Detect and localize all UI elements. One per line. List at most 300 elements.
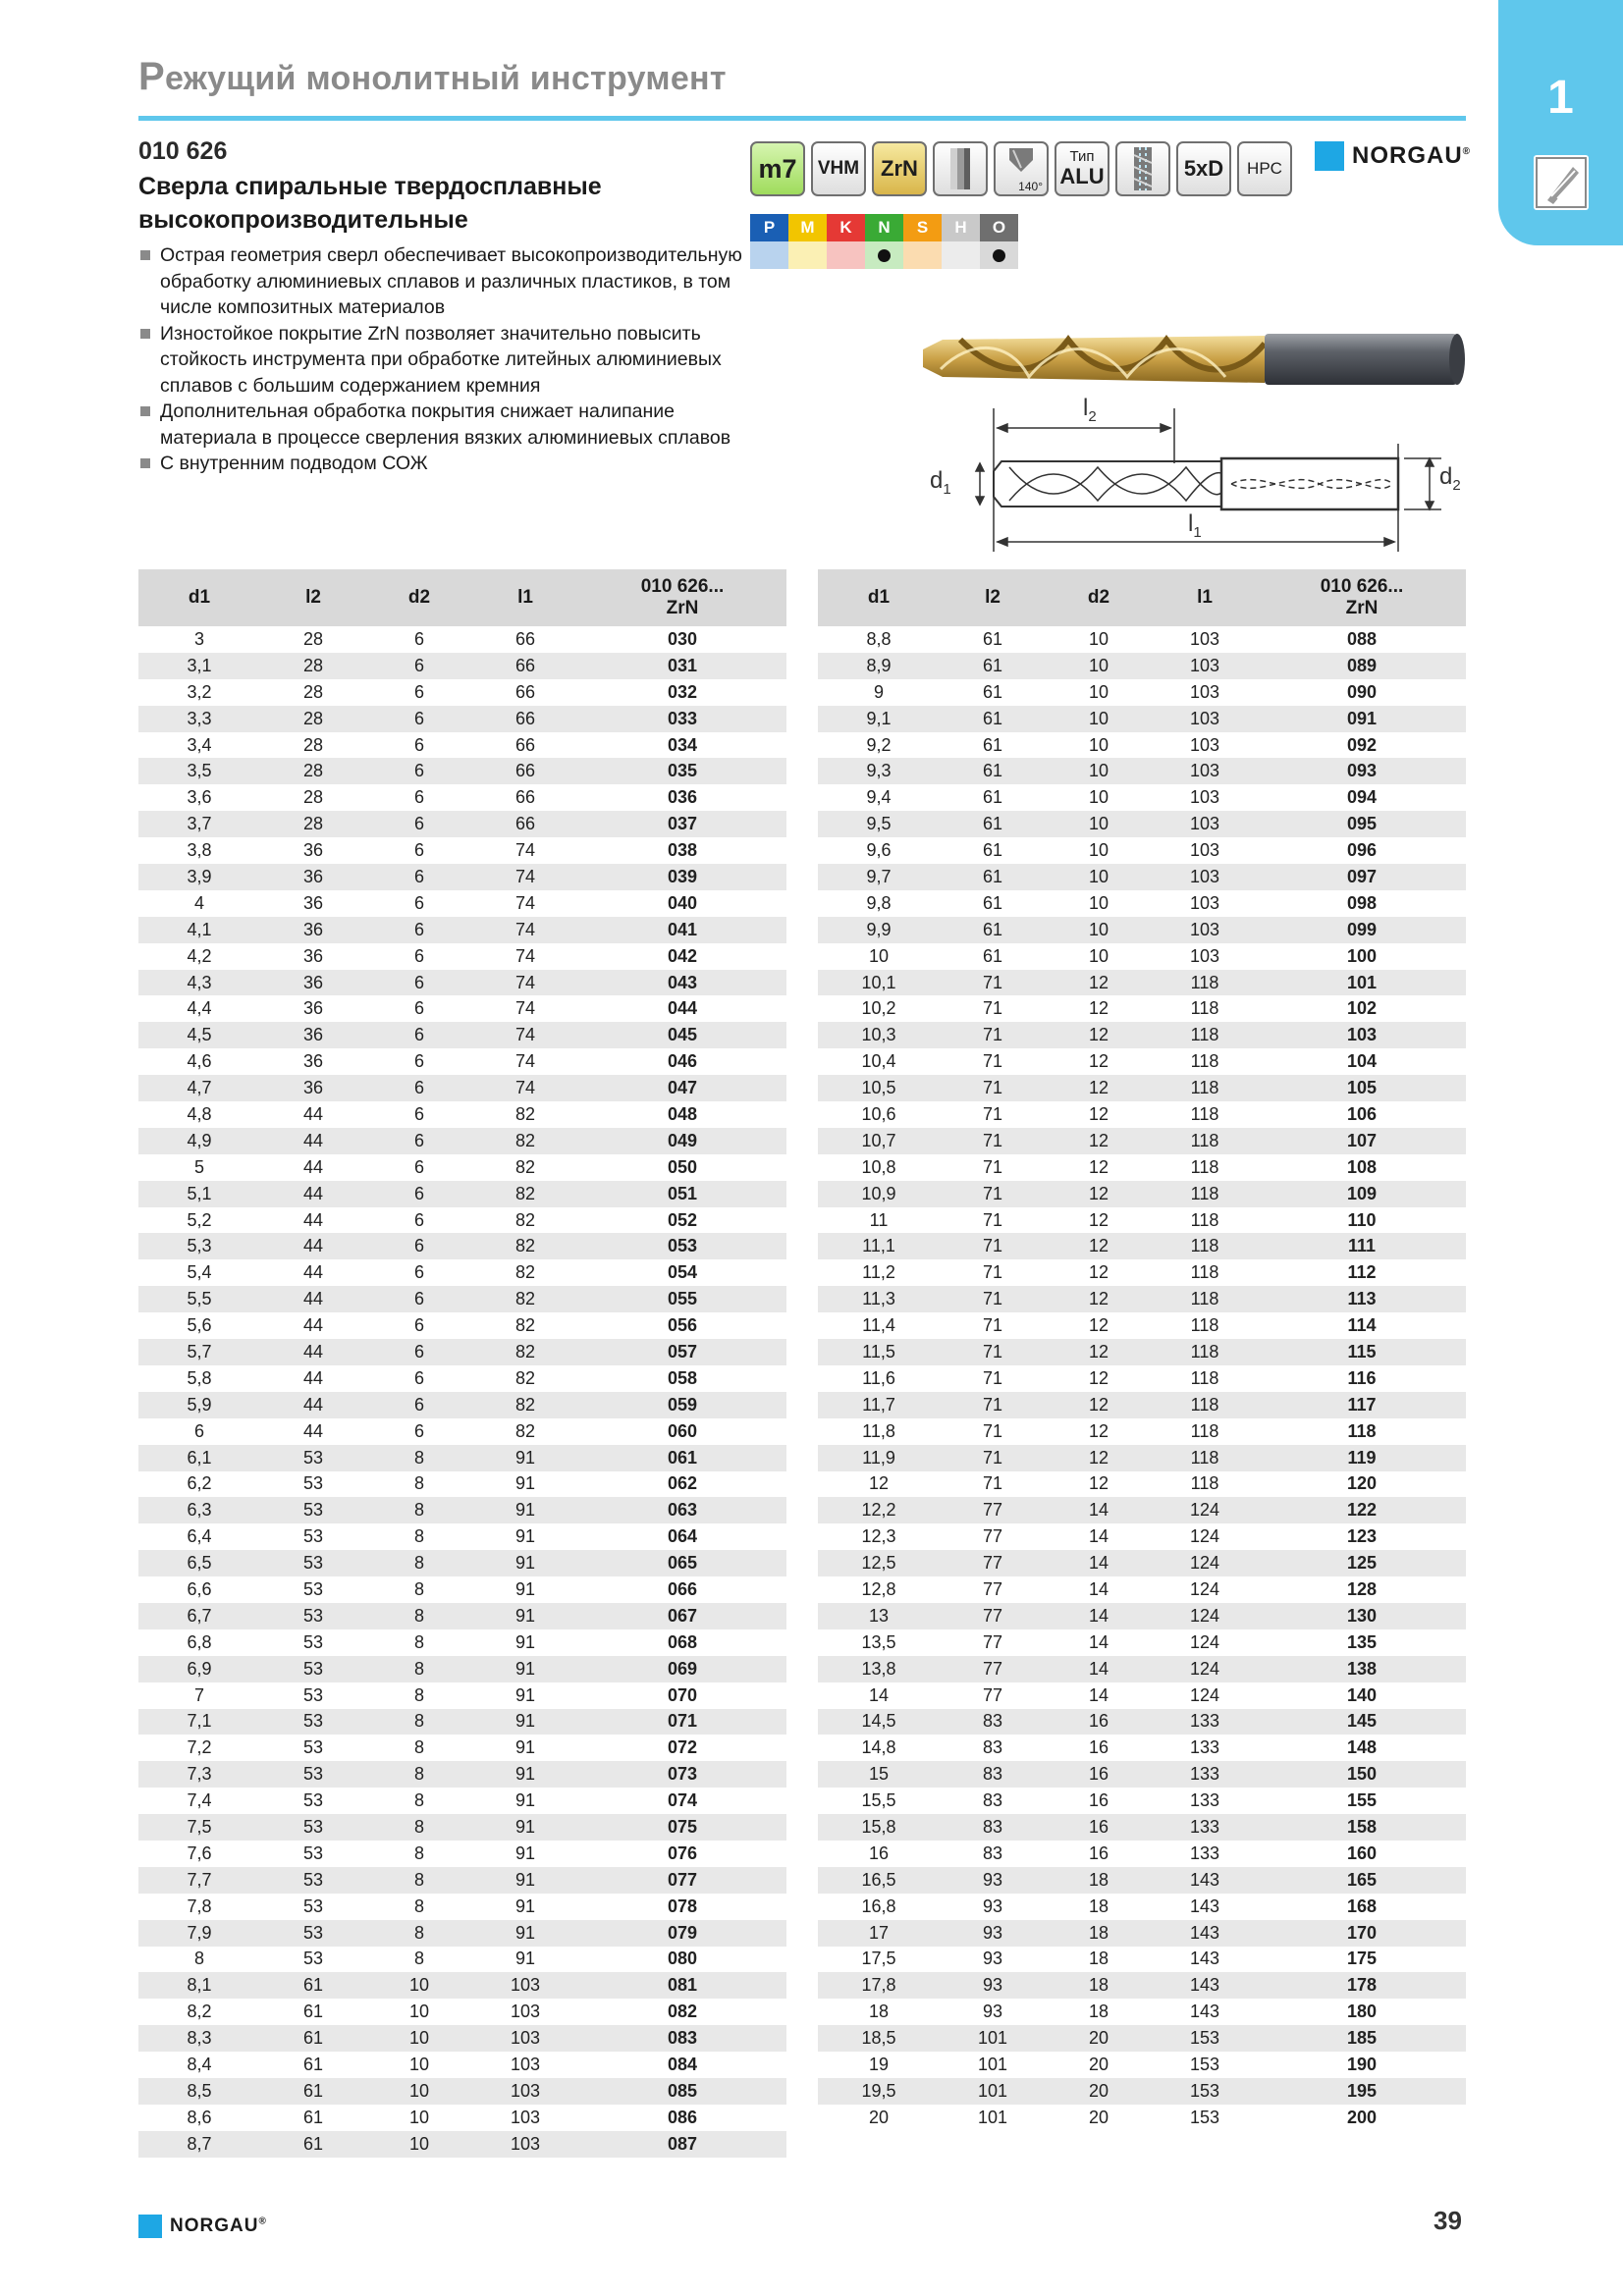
cell-order-code: 076 — [667, 1842, 698, 1863]
cell-d2: 8 — [413, 1949, 424, 1969]
cell-d1: 12 — [868, 1473, 890, 1494]
cell-d2: 16 — [1088, 1842, 1109, 1863]
header-d1: d1 — [138, 569, 260, 626]
cell-d2: 6 — [366, 864, 472, 890]
table-row — [818, 653, 1466, 679]
cell-order-code: 082 — [667, 2002, 698, 2022]
cell-d2: 14 — [1046, 1656, 1152, 1682]
cell-d1: 8,4 — [187, 2055, 212, 2075]
cell-order-code: 072 — [667, 1737, 698, 1758]
table-row — [138, 970, 786, 996]
header-d1: d1 — [818, 569, 940, 626]
cell-l2: 44 — [302, 1420, 324, 1441]
cell-l2: 71 — [940, 970, 1046, 996]
cell-d1: 16,8 — [861, 1896, 896, 1916]
cell-l1: 74 — [472, 1075, 578, 1101]
table-row — [138, 1048, 786, 1075]
cell-order-code: 185 — [1258, 2025, 1466, 2052]
dimension-d2-label — [1439, 463, 1461, 494]
table-row — [818, 1656, 1466, 1682]
table-row — [818, 2052, 1466, 2078]
cell-d1: 6,5 — [138, 1550, 260, 1576]
cell-l1: 91 — [472, 1445, 578, 1471]
cell-l1: 91 — [514, 1631, 536, 1652]
cell-l1: 82 — [472, 1233, 578, 1259]
cell-d2: 10 — [408, 2002, 430, 2022]
table-row — [818, 1999, 1466, 2025]
coating-zrn-icon: ZrN — [872, 141, 927, 196]
table-row — [818, 1048, 1466, 1075]
cell-d2: 8 — [366, 1920, 472, 1947]
cell-order-code: 180 — [1346, 2002, 1378, 2022]
table-row — [818, 943, 1466, 970]
cell-d2: 10 — [366, 2078, 472, 2105]
table-row — [138, 1445, 786, 1471]
cell-d1: 3,5 — [138, 758, 260, 784]
cell-d1: 18,5 — [818, 2025, 940, 2052]
table-row — [138, 837, 786, 864]
cell-l1: 133 — [1152, 1709, 1258, 1735]
cell-l1: 118 — [1190, 1315, 1219, 1336]
cell-l1: 153 — [1152, 2025, 1258, 2052]
cell-d2: 6 — [413, 1156, 424, 1177]
table-row — [818, 1101, 1466, 1128]
cell-d1: 17 — [818, 1920, 940, 1947]
table-row — [818, 1445, 1466, 1471]
table-row — [138, 1894, 786, 1920]
cell-order-code: 148 — [1346, 1737, 1378, 1758]
cell-d2: 6 — [366, 758, 472, 784]
cell-l1: 118 — [1190, 1262, 1219, 1283]
cell-order-code: 175 — [1346, 1949, 1378, 1969]
solid-carbide-vhm-icon: VHM — [811, 141, 866, 196]
cell-d2: 12 — [1088, 1367, 1109, 1388]
cell-order-code: 085 — [578, 2078, 786, 2105]
table-row — [138, 1523, 786, 1550]
cell-l1: 118 — [1152, 1128, 1258, 1154]
cell-l1: 103 — [510, 2107, 541, 2127]
cell-order-code: 066 — [667, 1579, 698, 1599]
cell-order-code: 081 — [578, 1972, 786, 1999]
cell-d1: 8,3 — [138, 2025, 260, 2052]
header-order-code-line-1: 010 626... — [640, 576, 725, 597]
cell-d2: 18 — [1046, 1867, 1152, 1894]
table-row — [818, 1972, 1466, 1999]
cell-d2: 8 — [413, 1579, 424, 1599]
cell-l2: 53 — [260, 1709, 366, 1735]
cell-order-code: 100 — [1346, 945, 1378, 966]
cell-d2: 8 — [366, 1656, 472, 1682]
cell-l2: 53 — [302, 1737, 324, 1758]
table-row — [138, 1312, 786, 1339]
cell-d2: 12 — [1046, 1445, 1152, 1471]
cell-d2: 12 — [1046, 1392, 1152, 1418]
cell-order-code: 033 — [578, 706, 786, 732]
table-row — [818, 1603, 1466, 1629]
cell-order-code: 140 — [1346, 1684, 1378, 1705]
cell-l2: 53 — [260, 1656, 366, 1682]
cell-order-code: 045 — [578, 1022, 786, 1048]
material-suitability-o — [980, 241, 1018, 269]
cell-d2: 16 — [1088, 1790, 1109, 1811]
cell-d2: 6 — [413, 1262, 424, 1283]
cell-d2: 6 — [366, 1075, 472, 1101]
material-suitability-p — [750, 241, 788, 269]
cell-d2: 12 — [1088, 1209, 1109, 1230]
cell-l1: 103 — [1152, 811, 1258, 837]
cell-order-code: 160 — [1346, 1842, 1378, 1863]
product-title-line-1: Сверла спиральные твердосплавные — [138, 173, 602, 200]
chapter-tab[interactable] — [1498, 0, 1623, 245]
cell-l1: 124 — [1189, 1579, 1220, 1599]
cell-l1: 66 — [472, 811, 578, 837]
cell-l1: 118 — [1190, 1103, 1219, 1124]
cell-d1: 11 — [869, 1209, 889, 1230]
cell-l1: 118 — [1190, 1420, 1219, 1441]
cell-order-code: 102 — [1346, 998, 1378, 1019]
table-row — [818, 1841, 1466, 1867]
cell-l1: 118 — [1152, 1392, 1258, 1418]
cell-l2: 61 — [260, 2025, 366, 2052]
cell-l1: 74 — [472, 917, 578, 943]
cell-d1: 9,5 — [818, 811, 940, 837]
table-row — [138, 917, 786, 943]
cell-d2: 6 — [366, 1233, 472, 1259]
cell-d2: 16 — [1088, 1737, 1109, 1758]
table-header-row — [818, 569, 1466, 626]
table-row — [138, 1128, 786, 1154]
cell-l2: 71 — [982, 1156, 1003, 1177]
cell-l1: 103 — [472, 2078, 578, 2105]
cell-order-code: 158 — [1258, 1814, 1466, 1841]
cell-d1: 17,5 — [861, 1949, 896, 1969]
table-row — [138, 1550, 786, 1576]
cell-order-code: 060 — [667, 1420, 698, 1441]
cell-l1: 118 — [1152, 1286, 1258, 1312]
cell-l1: 82 — [514, 1315, 536, 1336]
property-icons — [750, 141, 1292, 196]
cell-order-code: 170 — [1258, 1920, 1466, 1947]
cell-d1: 4,5 — [138, 1022, 260, 1048]
cell-l1: 103 — [1152, 758, 1258, 784]
cell-l2: 93 — [982, 2002, 1003, 2022]
cell-order-code: 093 — [1258, 758, 1466, 784]
cell-d2: 20 — [1046, 2078, 1152, 2105]
cell-order-code: 058 — [667, 1367, 698, 1388]
cell-l1: 66 — [514, 628, 536, 649]
cell-l1: 103 — [1152, 706, 1258, 732]
cell-d2: 6 — [366, 811, 472, 837]
cell-order-code: 101 — [1258, 970, 1466, 996]
cell-d2: 6 — [413, 1315, 424, 1336]
cell-order-code: 128 — [1346, 1579, 1378, 1599]
cell-d1: 4,6 — [187, 1051, 212, 1072]
cell-d2: 14 — [1088, 1526, 1109, 1547]
cell-order-code: 130 — [1258, 1603, 1466, 1629]
cell-l1: 143 — [1152, 1920, 1258, 1947]
cell-order-code: 123 — [1346, 1526, 1378, 1547]
cell-order-code: 118 — [1347, 1420, 1377, 1441]
cell-d1: 8,2 — [187, 2002, 212, 2022]
cell-l2: 53 — [302, 1631, 324, 1652]
cell-l1: 74 — [514, 840, 536, 861]
cell-l2: 77 — [982, 1579, 1003, 1599]
cell-d1: 10,8 — [861, 1156, 896, 1177]
cell-order-code: 054 — [667, 1262, 698, 1283]
cell-order-code: 061 — [578, 1445, 786, 1471]
cell-l2: 77 — [940, 1497, 1046, 1523]
footer-brand-logo — [138, 2215, 267, 2238]
cell-d2: 14 — [1046, 1497, 1152, 1523]
cell-d2: 10 — [1088, 734, 1109, 755]
table-row — [138, 1814, 786, 1841]
cell-d1: 10,3 — [818, 1022, 940, 1048]
table-row — [818, 1286, 1466, 1312]
section-title-cap: Р — [138, 55, 165, 98]
cell-d2: 12 — [1046, 1286, 1152, 1312]
cell-l2: 61 — [260, 2131, 366, 2158]
table-row — [818, 1233, 1466, 1259]
cell-l1: 118 — [1190, 998, 1219, 1019]
table-row — [138, 2052, 786, 2078]
cell-d2: 6 — [366, 1339, 472, 1365]
cell-d2: 10 — [1088, 840, 1109, 861]
cell-l1: 74 — [514, 945, 536, 966]
table-row — [818, 2105, 1466, 2131]
cell-order-code: 114 — [1347, 1315, 1377, 1336]
cell-d1: 20 — [868, 2107, 890, 2127]
cell-l1: 133 — [1189, 1842, 1220, 1863]
cell-d2: 14 — [1088, 1684, 1109, 1705]
cell-order-code: 075 — [578, 1814, 786, 1841]
material-suitability-k — [827, 241, 865, 269]
cell-d2: 10 — [1088, 945, 1109, 966]
header-l2: l2 — [940, 569, 1046, 626]
material-group-m: M — [788, 214, 827, 241]
cell-l2: 61 — [940, 917, 1046, 943]
table-row — [818, 1682, 1466, 1709]
cell-l1: 103 — [1189, 787, 1220, 808]
cell-l1: 82 — [514, 1420, 536, 1441]
cell-l1: 133 — [1152, 1761, 1258, 1788]
spec-table-right — [818, 569, 1466, 2131]
cell-d1: 10,5 — [818, 1075, 940, 1101]
cell-l2: 28 — [260, 653, 366, 679]
cell-l1: 118 — [1152, 1233, 1258, 1259]
type-value: ALU — [1059, 164, 1105, 188]
cell-d1: 8,8 — [866, 628, 892, 649]
type-label: Тип — [1069, 148, 1095, 165]
cell-d2: 8 — [366, 1814, 472, 1841]
table-row — [818, 1075, 1466, 1101]
material-group-k: K — [827, 214, 865, 241]
cell-l2: 71 — [982, 1473, 1003, 1494]
cell-l1: 133 — [1189, 1737, 1220, 1758]
table-row — [818, 1894, 1466, 1920]
table-row — [138, 1603, 786, 1629]
cell-d2: 6 — [413, 1420, 424, 1441]
cell-l1: 118 — [1190, 1473, 1219, 1494]
table-row — [818, 784, 1466, 811]
cell-d1: 7,3 — [138, 1761, 260, 1788]
feature-item: Изностойкое покрытие ZrN позволяет значительно повысить стойкость инструмента при обработке литейных алюминиевых сплавов с большим содержанием кремния — [138, 321, 767, 400]
cell-l1: 124 — [1152, 1497, 1258, 1523]
cell-l1: 118 — [1152, 1339, 1258, 1365]
header-l2: l2 — [260, 569, 366, 626]
table-row — [138, 1576, 786, 1603]
cell-d1: 4,4 — [187, 998, 212, 1019]
cell-l1: 66 — [472, 758, 578, 784]
cell-order-code: 038 — [667, 840, 698, 861]
cell-order-code: 084 — [667, 2055, 698, 2075]
cell-d2: 12 — [1046, 1075, 1152, 1101]
cell-d2: 10 — [1046, 653, 1152, 679]
cell-l2: 53 — [302, 1842, 324, 1863]
table-row — [138, 1075, 786, 1101]
table-row — [138, 1972, 786, 1999]
cell-d2: 12 — [1046, 1339, 1152, 1365]
dimension-l2-sub: 2 — [1088, 407, 1097, 425]
cell-order-code: 073 — [578, 1761, 786, 1788]
suitable-dot-icon — [993, 249, 1005, 262]
cell-d1: 3,1 — [138, 653, 260, 679]
cell-l2: 61 — [940, 811, 1046, 837]
cell-l1: 91 — [514, 1790, 536, 1811]
cell-d2: 6 — [413, 628, 424, 649]
table-row — [818, 1814, 1466, 1841]
table-row — [138, 784, 786, 811]
cell-l1: 118 — [1152, 1075, 1258, 1101]
cell-l1: 74 — [514, 892, 536, 913]
cell-d1: 5,5 — [138, 1286, 260, 1312]
cell-order-code: 050 — [667, 1156, 698, 1177]
cell-d1: 4,3 — [138, 970, 260, 996]
cell-d1: 7,8 — [187, 1896, 212, 1916]
cell-d2: 6 — [366, 653, 472, 679]
cell-d1: 8 — [193, 1949, 204, 1969]
cell-d1: 13,8 — [818, 1656, 940, 1682]
cell-l2: 93 — [982, 1896, 1003, 1916]
table-row — [818, 1259, 1466, 1286]
cell-l1: 91 — [472, 1603, 578, 1629]
cell-order-code: 094 — [1346, 787, 1378, 808]
cell-order-code: 099 — [1258, 917, 1466, 943]
cell-d2: 6 — [366, 1128, 472, 1154]
table-row — [818, 1339, 1466, 1365]
cell-l2: 77 — [940, 1656, 1046, 1682]
table-row — [818, 1550, 1466, 1576]
cell-d1: 5,4 — [187, 1262, 212, 1283]
cell-d2: 6 — [366, 1181, 472, 1207]
cell-d1: 11,9 — [818, 1445, 940, 1471]
table-row — [818, 1312, 1466, 1339]
cell-d2: 8 — [413, 1684, 424, 1705]
cell-l2: 53 — [260, 1920, 366, 1947]
cell-order-code: 155 — [1346, 1790, 1378, 1811]
cell-l2: 101 — [940, 2078, 1046, 2105]
cell-l1: 91 — [472, 1867, 578, 1894]
cell-l2: 71 — [940, 1022, 1046, 1048]
cell-order-code: 067 — [578, 1603, 786, 1629]
brand-square-icon — [138, 2215, 162, 2238]
cell-d2: 12 — [1046, 1128, 1152, 1154]
cell-l1: 103 — [1189, 945, 1220, 966]
hpc-icon: HPC — [1237, 141, 1292, 196]
cell-l1: 91 — [472, 1550, 578, 1576]
cell-l2: 44 — [260, 1128, 366, 1154]
suitable-dot-icon — [878, 249, 891, 262]
brand-mark: ® — [1462, 146, 1472, 157]
cell-d1: 6,7 — [138, 1603, 260, 1629]
table-row — [138, 2131, 786, 2158]
cell-order-code: 098 — [1346, 892, 1378, 913]
cell-d1: 3,4 — [187, 734, 212, 755]
table-row — [818, 758, 1466, 784]
cell-d1: 8,1 — [138, 1972, 260, 1999]
cell-d1: 11,3 — [818, 1286, 940, 1312]
cell-l1: 103 — [510, 2055, 541, 2075]
table-row — [138, 1682, 786, 1709]
cell-order-code: 048 — [667, 1103, 698, 1124]
cell-d1: 5,6 — [187, 1315, 212, 1336]
cell-order-code: 078 — [667, 1896, 698, 1916]
cell-d2: 16 — [1046, 1814, 1152, 1841]
cell-d2: 6 — [413, 945, 424, 966]
cell-d1: 10,2 — [861, 998, 896, 1019]
cell-d2: 6 — [366, 1286, 472, 1312]
table-row — [818, 1735, 1466, 1761]
cell-d2: 10 — [1088, 892, 1109, 913]
cell-d1: 4,1 — [138, 917, 260, 943]
cell-d2: 14 — [1088, 1579, 1109, 1599]
cell-l2: 83 — [940, 1709, 1046, 1735]
cell-d2: 8 — [366, 1867, 472, 1894]
cell-d2: 18 — [1046, 1972, 1152, 1999]
cell-d2: 12 — [1046, 1022, 1152, 1048]
cell-d2: 10 — [366, 2025, 472, 2052]
cell-d1: 18 — [868, 2002, 890, 2022]
cell-l2: 28 — [260, 706, 366, 732]
cell-l2: 71 — [982, 1262, 1003, 1283]
cell-d1: 11,1 — [818, 1233, 940, 1259]
cell-d1: 3,7 — [138, 811, 260, 837]
cell-l2: 44 — [302, 1315, 324, 1336]
table-row — [138, 1418, 786, 1445]
table-row — [818, 1497, 1466, 1523]
cell-l1: 124 — [1152, 1603, 1258, 1629]
cell-d1: 11,4 — [862, 1315, 895, 1336]
footer-brand-mark: ® — [258, 2216, 267, 2227]
cell-l2: 36 — [260, 1022, 366, 1048]
cell-d1: 6,1 — [138, 1445, 260, 1471]
cell-d2: 6 — [413, 1103, 424, 1124]
cell-l1: 82 — [514, 1367, 536, 1388]
cell-d2: 10 — [1046, 864, 1152, 890]
cell-l1: 91 — [514, 1949, 536, 1969]
cell-order-code: 051 — [578, 1181, 786, 1207]
table-row — [138, 1259, 786, 1286]
cell-order-code: 046 — [667, 1051, 698, 1072]
cell-l1: 66 — [472, 706, 578, 732]
cell-l1: 82 — [514, 1103, 536, 1124]
cell-d2: 6 — [366, 1392, 472, 1418]
cell-d1: 15,5 — [861, 1790, 896, 1811]
cell-l2: 61 — [302, 2107, 324, 2127]
cell-d1: 12,5 — [818, 1550, 940, 1576]
cell-l1: 153 — [1189, 2107, 1220, 2127]
cell-d1: 10,1 — [818, 970, 940, 996]
cell-order-code: 190 — [1346, 2055, 1378, 2075]
